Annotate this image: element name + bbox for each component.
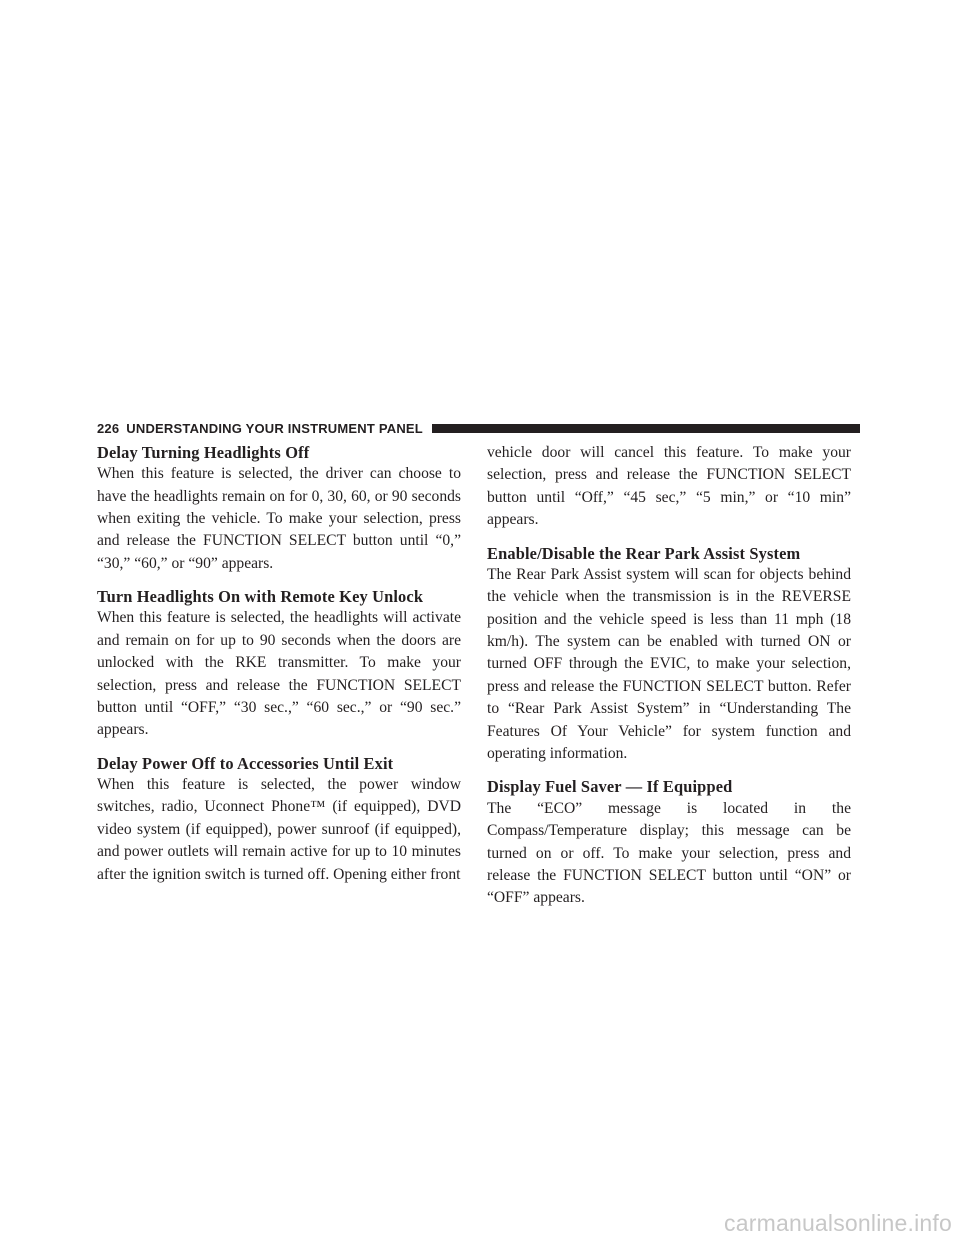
- section-headlights-on-remote-unlock: [97, 586, 461, 742]
- section-delay-power-off-accessories: [97, 753, 461, 886]
- continued-text: vehicle door will cancel this feature. To make your selection, press and release the FUNCTION SELECT button until “Off,” “45 sec,” “5 min,” or “10 min” appears.: [487, 444, 851, 529]
- section-heading: Delay Power Off to Accessories Until Exit: [97, 753, 394, 773]
- right-column: [487, 442, 851, 921]
- section-delay-headlights-off: [97, 442, 461, 575]
- left-column: [97, 442, 461, 897]
- section-heading: Turn Headlights On with Remote Key Unlock: [97, 587, 424, 607]
- section-body: When this feature is selected, the headlights will activate and remain on for up to 90 seconds when the doors are unlocked with the RKE transmitter. To make your selection, press and release the FUNCTION SELECT button until “OFF,” “30 sec.,” “60 sec.,” or “90 sec.” appears.: [97, 609, 461, 739]
- section-body: The “ECO” message is located in the Compass/Temperature display; this message can be turned on or off. To make your selection, press and release the FUNCTION SELECT button until “ON” or “OFF” appears.: [487, 799, 851, 907]
- section-heading: Delay Turning Headlights Off: [97, 443, 310, 462]
- section-heading: Display Fuel Saver — If Equipped: [487, 777, 733, 797]
- section-body: When this feature is selected, the driver can choose to have the headlights remain on for 0, 30, 60, or 90 seconds when exiting the vehicle. To make your selection, press and release the FUNCTION SELECT button until “0,” “30,” “60,” or “90” appears.: [97, 465, 461, 572]
- page-number: 226: [97, 420, 120, 436]
- section-body: The Rear Park Assist system will scan for objects behind the vehicle when the transmission is in the REVERSE position and the vehicle speed is less than 11 mph (18 km/h). The system can be enabled with turned ON or turned OFF through the EVIC, to make your selection, press and release the FUNCTION SELECT button. Refer to “Rear Park Assist System” in “Understanding The Features Of Your Vehicle” for system function and operating information.: [487, 565, 851, 763]
- section-display-fuel-saver: [487, 776, 851, 909]
- page-header: [97, 417, 860, 439]
- watermark: carmanualsonline.info: [724, 1210, 952, 1236]
- section-body: When this feature is selected, the power window switches, radio, Uconnect Phone™ (if equipped), DVD video system (if equipped), power sunroof (if equipped), and power outlets will remain active for up to 10 minutes after the ignition switch is turned off. Opening either front: [97, 776, 461, 883]
- section-heading: Enable/Disable the Rear Park Assist System: [487, 543, 801, 563]
- section-rear-park-assist: [487, 543, 851, 766]
- header-rule: [432, 424, 860, 433]
- running-title: UNDERSTANDING YOUR INSTRUMENT PANEL: [126, 420, 423, 436]
